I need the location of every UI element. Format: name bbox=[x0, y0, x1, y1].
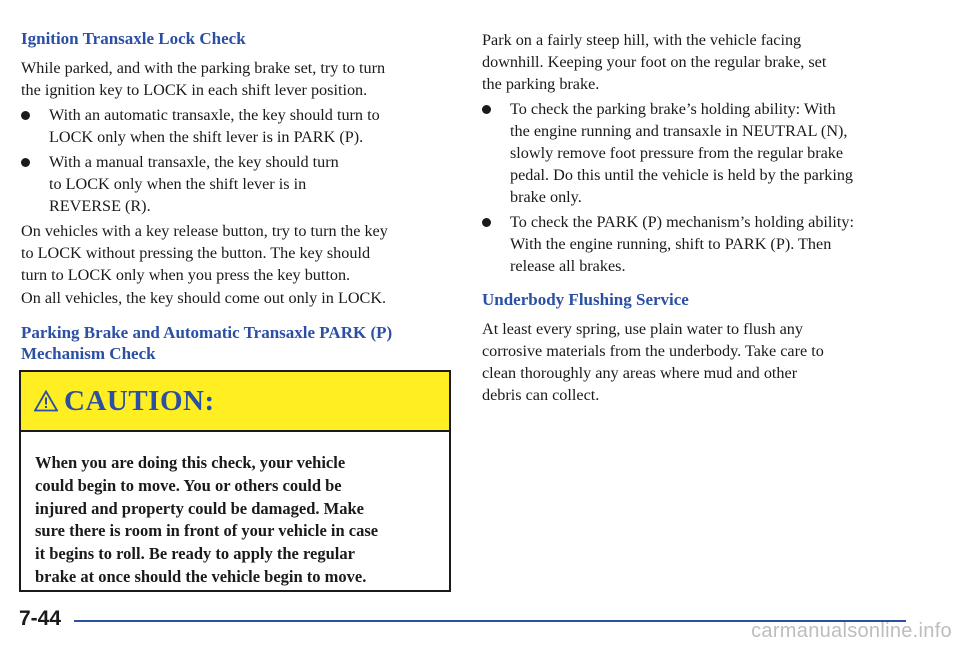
bullet-automatic: With an automatic transaxle, the key should turn to LOCK only when the shift lever is in PARK (P). bbox=[21, 104, 469, 148]
ignition-heading: Ignition Transaxle Lock Check bbox=[21, 29, 246, 48]
key-release-paragraph: On vehicles with a key release button, try to turn the key to LOCK without pressing the button. The key should turn to LOCK only when you press the key button. bbox=[21, 222, 388, 284]
underbody-paragraph: At least every spring, use plain water to flush any corrosive materials from the underbody. Take care to clean thoroughly any areas where mud and other debris can collect. bbox=[482, 320, 824, 404]
bullet-dot bbox=[482, 105, 491, 114]
caution-title: CAUTION: bbox=[64, 384, 215, 417]
bullet-parking-brake: To check the parking brake’s holding ability: With the engine running and transaxle in NEUTRAL (N), slowly remove foot pressure from the regular brake pedal. Do this until the vehicle is held by the parking brake only. bbox=[482, 98, 940, 208]
bullet-park-mechanism: To check the PARK (P) mechanism’s holding ability: With the engine running, shift to PARK (P). Then release all brakes. bbox=[482, 211, 940, 277]
warning-triangle-icon bbox=[34, 390, 58, 412]
caution-text: When you are doing this check, your vehicle could begin to move. You or others could be injured and property could be damaged. Make sure there is room in front of your vehicle in case it begins to roll. Be ready to apply the regular brake at once should the vehicle begin to move. bbox=[35, 453, 379, 586]
caution-box bbox=[19, 370, 451, 592]
bullet-dot bbox=[21, 158, 30, 167]
park-intro: Park on a fairly steep hill, with the vehicle facing downhill. Keeping your foot on the regular brake, set the parking brake. bbox=[482, 31, 827, 93]
parking-heading: Parking Brake and Automatic Transaxle PARK (P) Mechanism Check bbox=[21, 323, 393, 363]
underbody-heading: Underbody Flushing Service bbox=[482, 290, 689, 309]
ignition-intro: While parked, and with the parking brake set, try to turn the ignition key to LOCK in each shift lever position. bbox=[21, 59, 386, 99]
caution-header bbox=[21, 372, 449, 432]
bullet-dot bbox=[482, 218, 491, 227]
bullet-dot bbox=[21, 111, 30, 120]
all-vehicles-paragraph: On all vehicles, the key should come out only in LOCK. bbox=[21, 289, 387, 307]
page-number: 7-44 bbox=[19, 607, 62, 630]
bullet-manual: With a manual transaxle, the key should turn to LOCK only when the shift lever is in REVERSE (R). bbox=[21, 151, 469, 217]
watermark: carmanualsonline.info bbox=[751, 620, 952, 642]
